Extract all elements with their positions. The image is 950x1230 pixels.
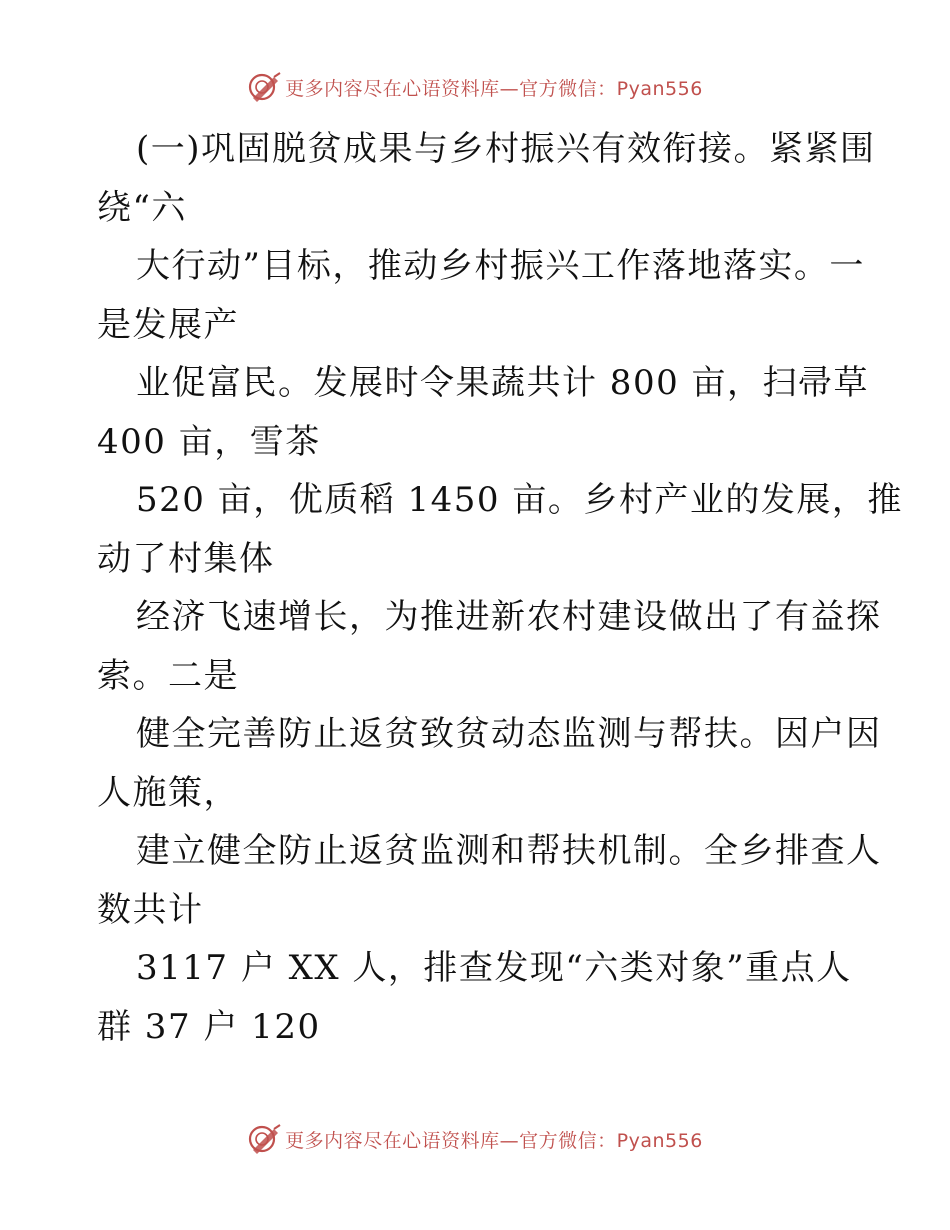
pen-nib-logo-icon [247, 72, 281, 102]
text-line-8: 动了村集体 [97, 538, 275, 579]
watermark-text: 更多内容尽在心语资料库—官方微信：Pyan556 [285, 77, 703, 100]
text-line-11: 健全完善防止返贫致贫动态监测与帮扶。因户因 [136, 714, 882, 754]
document-body [97, 120, 903, 1056]
text-line-6: 400 亩，雪茶 [97, 421, 321, 462]
text-line-13: 建立健全防止返贫监测和帮扶机制。全乡排查人 [136, 831, 882, 871]
text-line-12: 人施策， [97, 772, 239, 813]
text-line-14: 数共计 [97, 889, 204, 930]
text-line-15: 3117 户 XX 人，排查发现“六类对象”重点人 [136, 948, 852, 988]
text-line-5: 业促富民。发展时令果蔬共计 800 亩，扫帚草 [136, 363, 870, 403]
text-line-4: 是发展产 [97, 304, 239, 345]
text-line-10: 索。二是 [97, 655, 239, 696]
header-watermark [0, 72, 950, 102]
pen-nib-logo-icon [247, 1124, 281, 1154]
text-line-1: (一)巩固脱贫成果与乡村振兴有效衔接。紧紧围 [136, 129, 876, 169]
text-line-3: 大行动”目标，推动乡村振兴工作落地落实。一 [136, 246, 865, 286]
text-line-7: 520 亩，优质稻 1450 亩。乡村产业的发展，推 [136, 480, 903, 520]
footer-watermark [0, 1124, 950, 1154]
watermark-text: 更多内容尽在心语资料库—官方微信：Pyan556 [285, 1129, 703, 1152]
text-line-2: 绕“六 [97, 187, 187, 228]
text-line-16: 群 37 户 120 [97, 1006, 321, 1047]
text-line-9: 经济飞速增长，为推进新农村建设做出了有益探 [136, 597, 882, 637]
